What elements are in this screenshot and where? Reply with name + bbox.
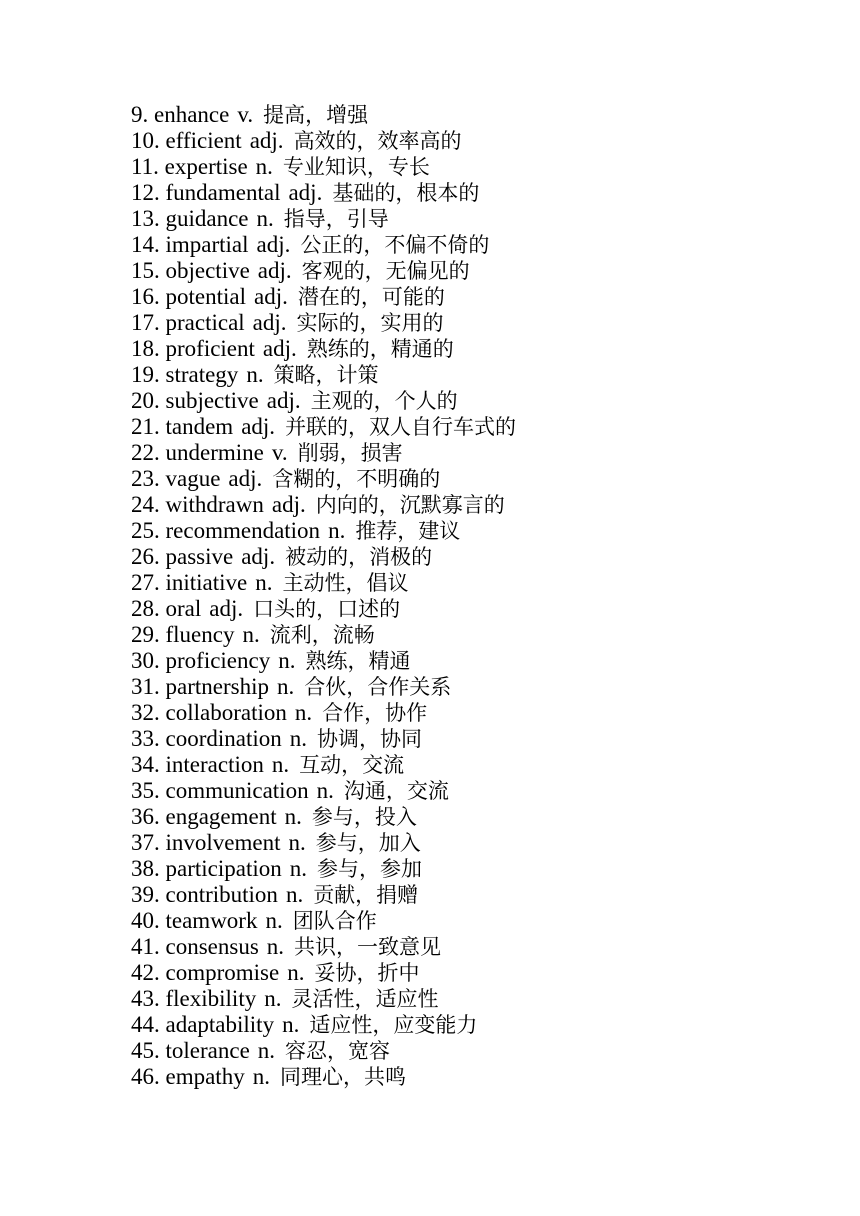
vocab-entry [131, 258, 516, 284]
vocab-entry [131, 310, 516, 336]
entry-number: 33. [131, 726, 160, 751]
entry-meaning: 协调，协同 [317, 727, 422, 751]
entry-part-of-speech: n. [255, 154, 273, 179]
entry-number: 19. [131, 362, 160, 387]
entry-word: proficient [165, 336, 255, 361]
entry-meaning: 口头的，口述的 [253, 597, 401, 621]
vocab-entry [131, 544, 516, 570]
entry-word: strategy [165, 362, 239, 387]
entry-number: 11. [131, 154, 159, 179]
entry-number: 34. [131, 752, 160, 777]
entry-part-of-speech: n. [246, 362, 264, 387]
vocab-entry [131, 336, 516, 362]
entry-meaning: 削弱，损害 [297, 441, 403, 465]
entry-number: 20. [131, 388, 160, 413]
entry-meaning: 同理心，共鸣 [279, 1065, 406, 1089]
vocab-entry [131, 1038, 516, 1064]
vocab-entry [131, 778, 516, 804]
entry-part-of-speech: n. [287, 960, 305, 985]
vocab-entry [131, 648, 516, 674]
entry-word: coordination [165, 726, 282, 751]
vocab-entry [131, 128, 516, 154]
vocab-entry [131, 492, 516, 518]
entry-part-of-speech: adj. [288, 180, 323, 205]
entry-number: 22. [131, 440, 160, 465]
vocab-entry [131, 674, 516, 700]
entry-number: 15. [131, 258, 160, 283]
entry-number: 28. [131, 596, 160, 621]
vocab-entry [131, 830, 516, 856]
entry-number: 23. [131, 466, 160, 491]
entry-meaning: 互动，交流 [299, 753, 405, 777]
entry-part-of-speech: adj. [249, 128, 284, 153]
entry-meaning: 基础的，根本的 [332, 181, 480, 205]
vocab-entry [131, 934, 516, 960]
entry-number: 43. [131, 986, 160, 1011]
vocab-entry [131, 986, 516, 1012]
entry-word: potential [165, 284, 246, 309]
entry-word: practical [165, 310, 245, 335]
entry-meaning: 合作，协作 [322, 701, 428, 725]
entry-meaning: 推荐，建议 [355, 519, 461, 543]
entry-word: involvement [165, 830, 281, 855]
entry-word: objective [165, 258, 250, 283]
entry-word: collaboration [165, 700, 287, 725]
entry-part-of-speech: n. [256, 206, 274, 231]
vocab-entry [131, 206, 516, 232]
entry-number: 14. [131, 232, 160, 257]
entry-number: 13. [131, 206, 160, 231]
entry-word: oral [165, 596, 202, 621]
entry-part-of-speech: adj. [241, 544, 276, 569]
entry-word: communication [165, 778, 309, 803]
entry-meaning: 团队合作 [292, 909, 377, 933]
entry-word: engagement [165, 804, 277, 829]
entry-number: 37. [131, 830, 160, 855]
entry-word: fundamental [165, 180, 281, 205]
entry-part-of-speech: adj. [228, 466, 263, 491]
entry-word: recommendation [165, 518, 321, 543]
entry-number: 42. [131, 960, 160, 985]
vocab-entry [131, 1064, 516, 1090]
vocab-entry [131, 180, 516, 206]
entry-number: 32. [131, 700, 160, 725]
vocab-entry [131, 726, 516, 752]
entry-number: 25. [131, 518, 160, 543]
entry-number: 35. [131, 778, 160, 803]
entry-meaning: 贡献，捐赠 [313, 883, 419, 907]
entry-word: passive [165, 544, 234, 569]
entry-word: consensus [165, 934, 259, 959]
entry-number: 41. [131, 934, 160, 959]
entry-word: withdrawn [165, 492, 264, 517]
entry-part-of-speech: n. [289, 726, 307, 751]
entry-part-of-speech: adj. [253, 284, 288, 309]
entry-word: fluency [165, 622, 235, 647]
vocab-entry [131, 882, 516, 908]
entry-word: contribution [165, 882, 278, 907]
entry-number: 26. [131, 544, 160, 569]
entry-word: tolerance [165, 1038, 250, 1063]
vocab-entry [131, 102, 516, 128]
entry-word: undermine [165, 440, 264, 465]
entry-part-of-speech: n. [276, 674, 295, 699]
entry-number: 24. [131, 492, 160, 517]
entry-number: 31. [131, 674, 160, 699]
entry-part-of-speech: n. [289, 856, 307, 881]
entry-number: 17. [131, 310, 160, 335]
entry-meaning: 高效的，效率高的 [293, 129, 462, 153]
entry-part-of-speech: n. [282, 1012, 300, 1037]
entry-part-of-speech: v. [237, 102, 254, 127]
entry-meaning: 客观的，无偏见的 [301, 259, 470, 283]
entry-meaning: 指导，引导 [283, 207, 389, 231]
entry-meaning: 参与，投入 [311, 805, 417, 829]
entry-word: enhance [154, 102, 230, 127]
entry-number: 16. [131, 284, 160, 309]
entry-meaning: 参与，参加 [317, 857, 422, 881]
entry-part-of-speech: n. [285, 882, 304, 907]
entry-part-of-speech: n. [266, 934, 285, 959]
entry-number: 36. [131, 804, 160, 829]
entry-meaning: 并联的，双人自行车式的 [285, 415, 517, 439]
vocab-entry [131, 596, 516, 622]
entry-part-of-speech: n. [255, 570, 273, 595]
entry-part-of-speech: n. [265, 908, 283, 933]
entry-meaning: 潜在的，可能的 [297, 285, 445, 309]
entry-part-of-speech: n. [284, 804, 302, 829]
vocab-entry [131, 622, 516, 648]
vocab-entry [131, 232, 516, 258]
entry-word: adaptability [165, 1012, 275, 1037]
entry-number: 38. [131, 856, 160, 881]
entry-meaning: 熟练的，精通的 [306, 337, 454, 361]
entry-number: 18. [131, 336, 160, 361]
entry-part-of-speech: n. [316, 778, 334, 803]
vocab-entry [131, 960, 516, 986]
entry-number: 9. [131, 102, 149, 127]
entry-number: 30. [131, 648, 160, 673]
entry-part-of-speech: adj. [271, 492, 306, 517]
entry-word: initiative [165, 570, 248, 595]
entry-part-of-speech: n. [288, 830, 306, 855]
vocab-entry [131, 908, 516, 934]
entry-part-of-speech: n. [252, 1064, 270, 1089]
entry-part-of-speech: n. [271, 752, 290, 777]
entry-part-of-speech: adj. [256, 232, 291, 257]
entry-meaning: 流利，流畅 [269, 623, 375, 647]
entry-word: proficiency [165, 648, 271, 673]
entry-word: vague [165, 466, 221, 491]
entry-part-of-speech: adj. [209, 596, 244, 621]
vocab-entry [131, 700, 516, 726]
entry-meaning: 适应性，应变能力 [309, 1013, 478, 1037]
entry-word: participation [165, 856, 282, 881]
entry-part-of-speech: adj. [257, 258, 292, 283]
vocab-entry [131, 856, 516, 882]
entry-word: subjective [165, 388, 259, 413]
entry-word: compromise [165, 960, 280, 985]
vocab-entry [131, 388, 516, 414]
entry-part-of-speech: adj. [266, 388, 301, 413]
entry-number: 40. [131, 908, 160, 933]
entry-word: efficient [165, 128, 242, 153]
entry-part-of-speech: adj. [252, 310, 287, 335]
entry-number: 21. [131, 414, 160, 439]
vocab-entry [131, 804, 516, 830]
entry-meaning: 合伙，合作关系 [304, 675, 452, 699]
entry-meaning: 容忍，宽容 [285, 1039, 391, 1063]
entry-number: 45. [131, 1038, 160, 1063]
entry-part-of-speech: n. [278, 648, 296, 673]
vocab-entry [131, 1012, 516, 1038]
entry-meaning: 实际的，实用的 [296, 311, 444, 335]
entry-word: interaction [165, 752, 264, 777]
entry-word: expertise [164, 154, 248, 179]
entry-word: flexibility [165, 986, 257, 1011]
vocabulary-list [131, 102, 516, 1090]
entry-part-of-speech: adj. [241, 414, 276, 439]
entry-word: teamwork [165, 908, 258, 933]
vocab-entry [131, 752, 516, 778]
entry-meaning: 妥协，折中 [314, 961, 420, 985]
entry-meaning: 主动性，倡议 [282, 571, 409, 595]
entry-meaning: 被动的，消极的 [285, 545, 433, 569]
entry-number: 29. [131, 622, 160, 647]
entry-word: partnership [165, 674, 269, 699]
vocab-entry [131, 518, 516, 544]
entry-meaning: 内向的，沉默寡言的 [315, 493, 505, 517]
vocab-entry [131, 440, 516, 466]
entry-meaning: 策略，计策 [273, 363, 379, 387]
entry-part-of-speech: n. [294, 700, 313, 725]
entry-meaning: 主观的，个人的 [310, 389, 458, 413]
entry-part-of-speech: adj. [262, 336, 297, 361]
entry-part-of-speech: n. [257, 1038, 276, 1063]
entry-meaning: 共识，一致意见 [294, 935, 442, 959]
entry-meaning: 含糊的，不明确的 [272, 467, 441, 491]
vocab-entry [131, 362, 516, 388]
vocab-entry [131, 570, 516, 596]
entry-number: 44. [131, 1012, 160, 1037]
entry-number: 27. [131, 570, 160, 595]
vocab-entry [131, 154, 516, 180]
vocab-entry [131, 466, 516, 492]
entry-number: 12. [131, 180, 160, 205]
entry-word: empathy [165, 1064, 245, 1089]
vocab-entry [131, 414, 516, 440]
entry-meaning: 公正的，不偏不倚的 [300, 233, 490, 257]
entry-meaning: 参与，加入 [315, 831, 421, 855]
entry-meaning: 熟练，精通 [305, 649, 411, 673]
entry-part-of-speech: v. [271, 440, 288, 465]
vocab-entry [131, 284, 516, 310]
entry-meaning: 灵活性，适应性 [291, 987, 439, 1011]
entry-number: 39. [131, 882, 160, 907]
entry-meaning: 专业知识，专长 [282, 155, 430, 179]
entry-number: 46. [131, 1064, 160, 1089]
entry-word: impartial [165, 232, 249, 257]
entry-word: guidance [165, 206, 249, 231]
entry-part-of-speech: n. [242, 622, 260, 647]
entry-word: tandem [165, 414, 234, 439]
entry-part-of-speech: n. [328, 518, 346, 543]
entry-number: 10. [131, 128, 160, 153]
entry-meaning: 提高，增强 [263, 103, 369, 127]
entry-meaning: 沟通，交流 [343, 779, 449, 803]
entry-part-of-speech: n. [264, 986, 282, 1011]
